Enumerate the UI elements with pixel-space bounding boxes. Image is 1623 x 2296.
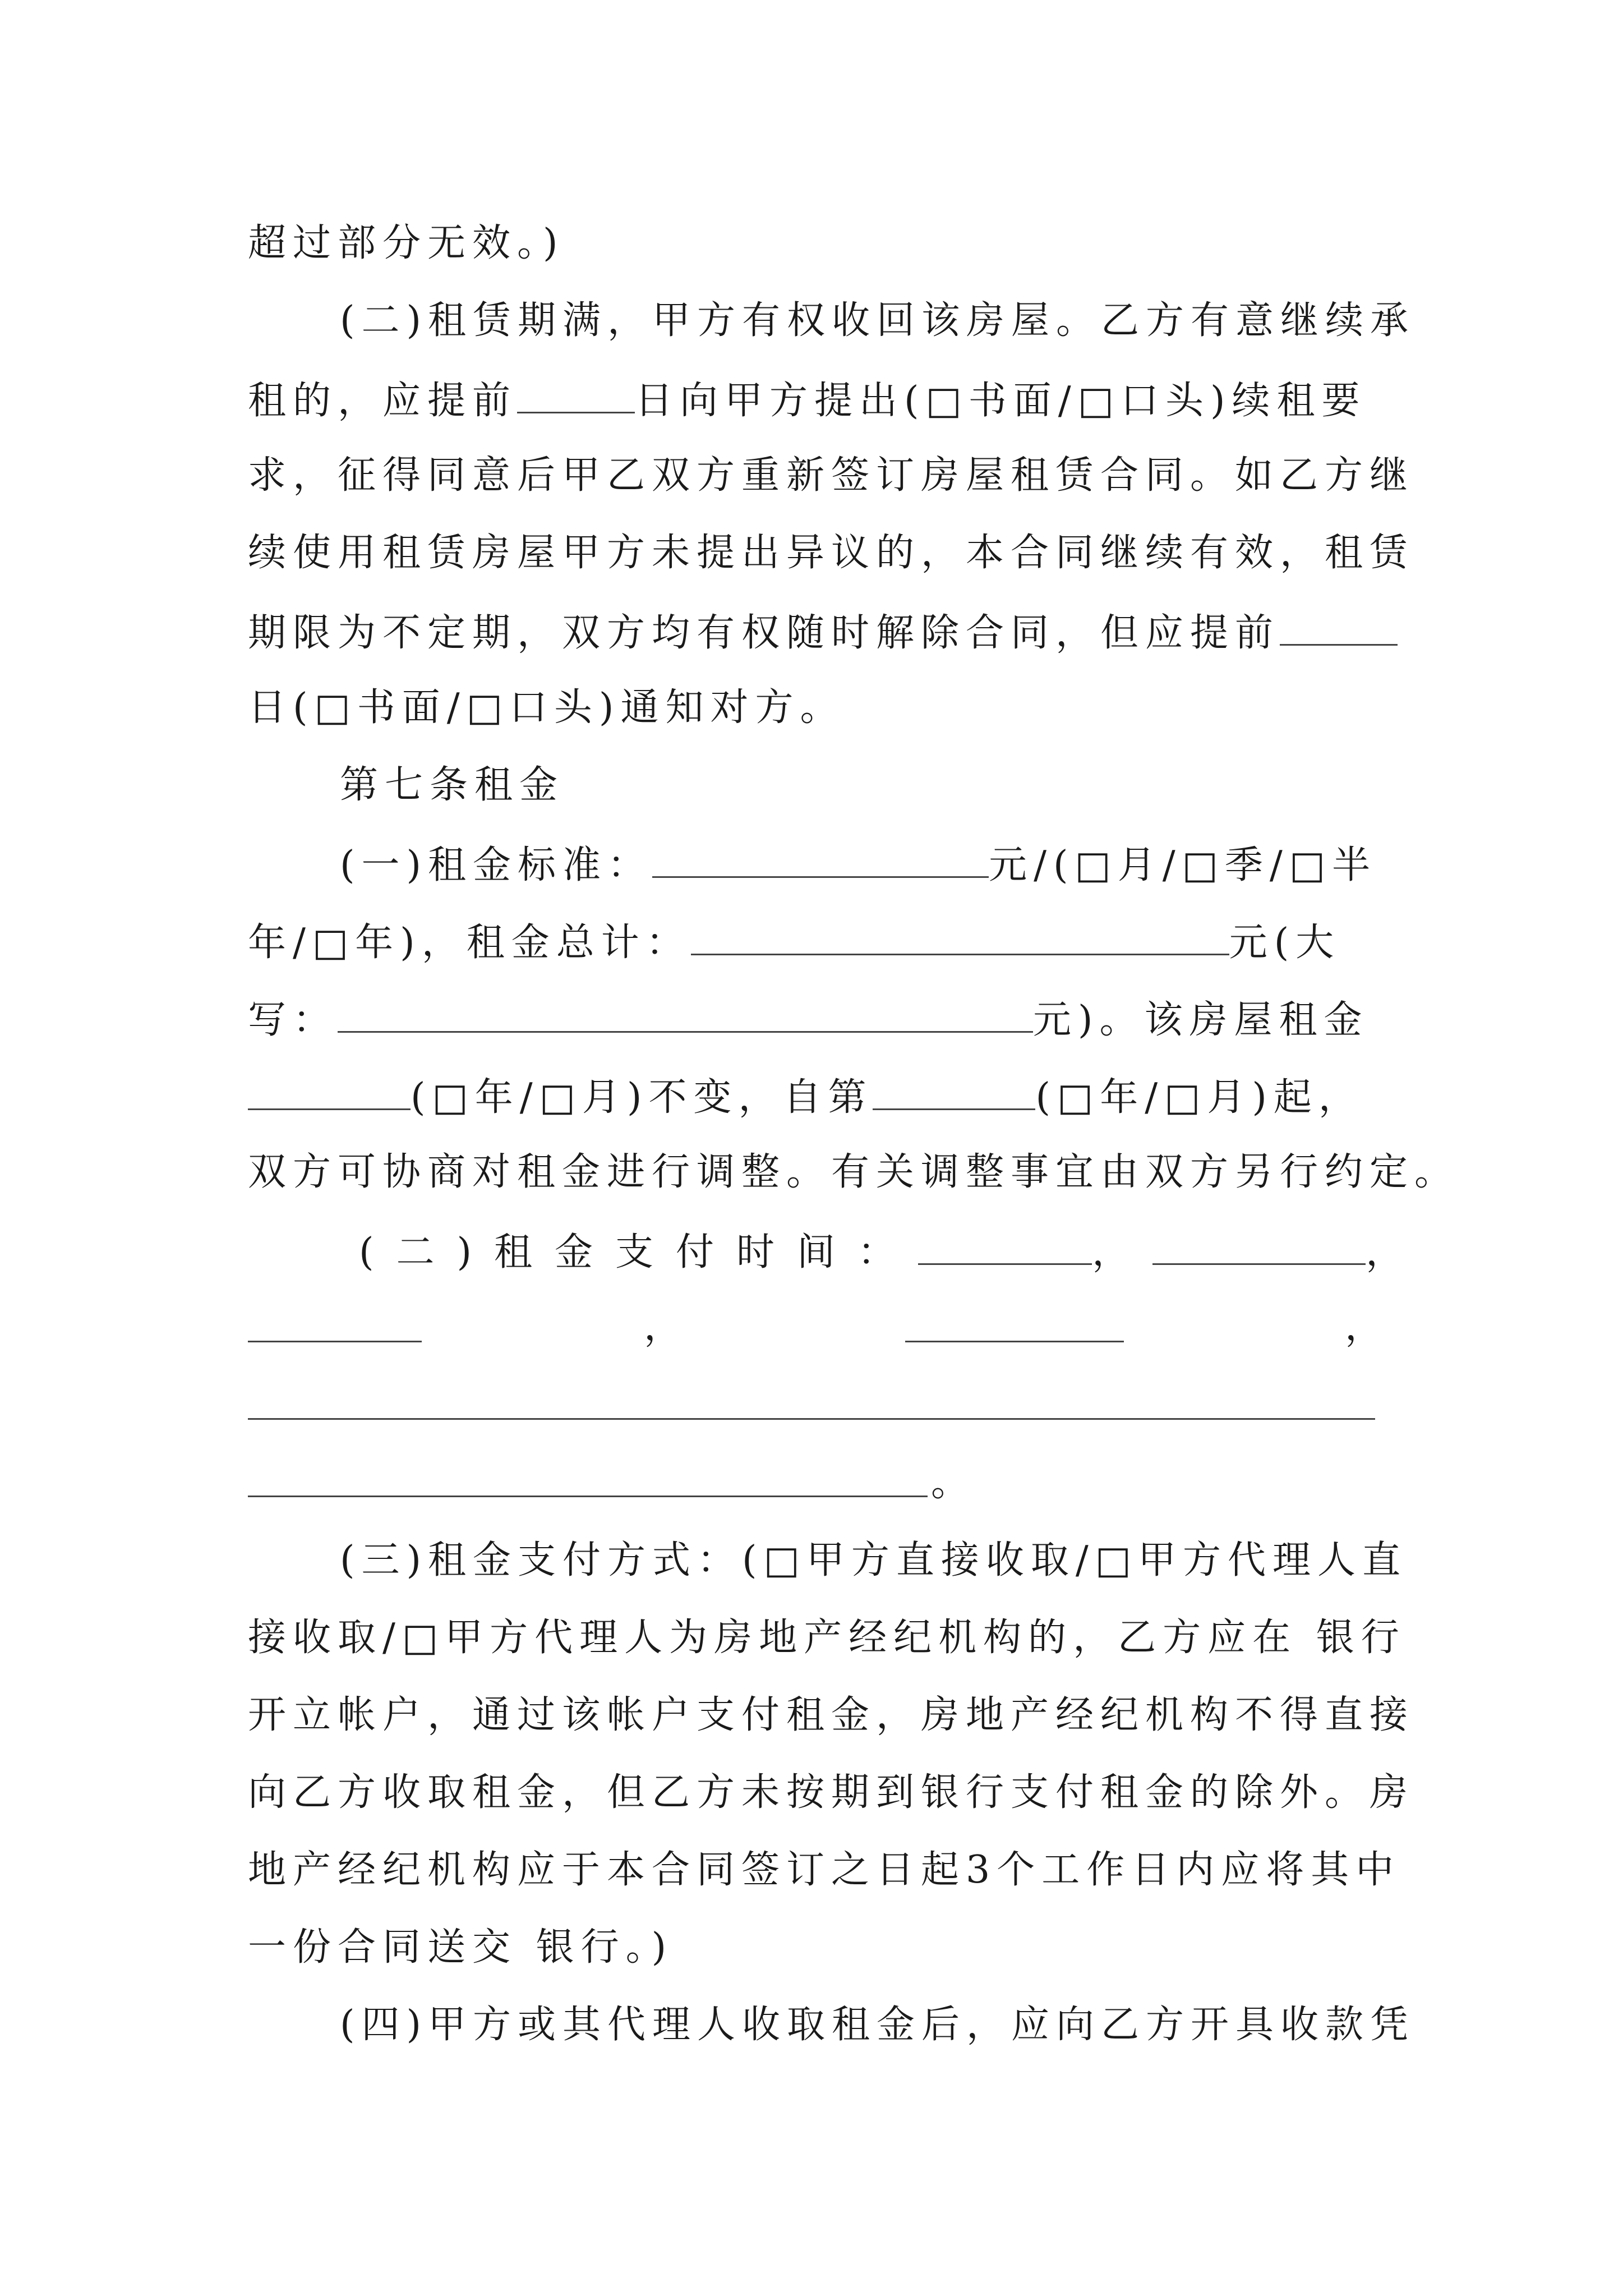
paragraph-line: (□年/□月)不变，自第 (□年/□月)起， <box>248 1076 1363 1117</box>
fill-blank[interactable] <box>248 1341 422 1342</box>
paragraph-line: (四)甲方或其代理人收取租金后，应向乙方开具收款凭 <box>340 2003 1415 2047</box>
fill-blank[interactable] <box>905 1341 1124 1342</box>
paragraph-line: 写： 元)。该房屋租金 <box>248 997 1369 1042</box>
paragraph-line: 租的，应提前 日向甲方提出(□书面/□口头)续租要 <box>248 378 1367 423</box>
fill-blank[interactable] <box>248 1076 411 1110</box>
paragraph-line: (二)租赁期满，甲方有权收回该房屋。乙方有意继续承 <box>340 298 1415 343</box>
fill-blank[interactable] <box>517 379 635 413</box>
paragraph-line: 日(□书面/□口头)通知对方。 <box>248 685 845 730</box>
fill-blank[interactable] <box>248 1418 1375 1420</box>
comma-mark: ， <box>1345 1305 1390 1349</box>
paragraph-line: 接收取/□甲方代理人为房地产经纪机构的，乙方应在 银行 <box>248 1616 1406 1660</box>
paragraph-line: 地产经纪机构应于本合同签订之日起3个工作日内应将其中 <box>248 1848 1401 1892</box>
paragraph-line: 超过部分无效。) <box>248 221 565 265</box>
paragraph-line: 一份合同送交 银行。) <box>248 1925 674 1970</box>
fill-blank[interactable] <box>338 999 1033 1033</box>
paragraph-line: 期限为不定期，双方均有权随时解除合同，但应提前 <box>248 611 1398 652</box>
fill-blank[interactable] <box>1152 1231 1366 1265</box>
paragraph-line: 求，征得同意后甲乙双方重新签订房屋租赁合同。如乙方继 <box>248 453 1415 498</box>
fill-blank[interactable] <box>691 921 1229 955</box>
fill-blank[interactable] <box>1280 611 1398 646</box>
paragraph-line: 续使用租赁房屋甲方未提出异议的，本合同继续有效，租赁 <box>248 531 1415 575</box>
paragraph-line: (一)租金标准： 元/(□月/□季/□半 <box>340 843 1377 887</box>
section-heading: 第七条租金 <box>340 763 565 807</box>
paragraph-line: (二)租金支付时间： ， ， <box>359 1230 1427 1274</box>
paragraph-line: 向乙方收取租金，但乙方未按期到银行支付租金的除外。房 <box>248 1770 1415 1815</box>
fill-blank[interactable] <box>652 844 989 878</box>
paragraph-line: (三)租金支付方式：(□甲方直接收取/□甲方代理人直 <box>340 1538 1407 1582</box>
comma-mark: ， <box>644 1305 689 1349</box>
fill-blank[interactable] <box>248 1496 928 1497</box>
paragraph-line: 年/□年)，租金总计： 元(大 <box>248 920 1341 965</box>
period-mark: 。 <box>931 1461 976 1505</box>
fill-blank[interactable] <box>918 1231 1092 1265</box>
paragraph-line: 双方可协商对租金进行调整。有关调整事宜由双方另行约定。 <box>248 1150 1460 1194</box>
fill-blank[interactable] <box>873 1076 1035 1110</box>
paragraph-line: 开立帐户，通过该帐户支付租金，房地产经纪机构不得直接 <box>248 1693 1415 1737</box>
